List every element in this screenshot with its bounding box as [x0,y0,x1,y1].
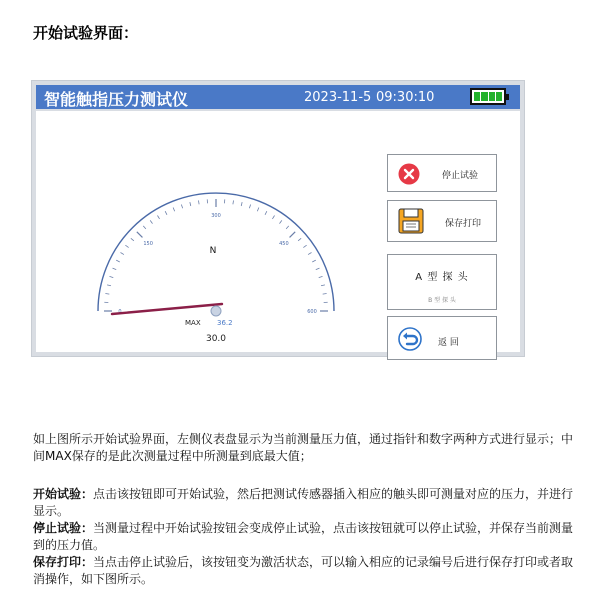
gauge-tick [190,202,191,206]
save-print-label: 保存打印 [445,219,482,229]
term-stop-test: 停止试验： [33,521,94,535]
probe-b-label: B 型 探 头 [428,297,456,304]
gauge-tick [316,268,320,270]
gauge-tick [323,293,327,294]
gauge-unit: N [209,246,217,256]
gauge-tick [198,200,199,204]
gauge-tick [165,211,167,215]
item-save-print [33,554,583,588]
desc-stop-test: 当测量过程中开始试验按钮会变成停止试验，点击该按钮就可以停止试验，并保存当前测量到的压力值。 [33,521,574,552]
probe-type-button[interactable] [387,254,497,310]
main-panel [36,111,520,352]
gauge-tick [105,293,109,294]
intro-paragraph: 如上图所示开始试验界面，左侧仪表盘显示为当前测量压力值，通过指针和数字两种方式进行显示；中间MAX保存的是此次测量过程中所测量到底最大值； [33,432,574,463]
back-label: 返 回 [438,338,459,348]
gauge-value: 30.0 [205,334,227,344]
device-screenshot [31,80,525,357]
desc-start-test: 点击该按钮即可开始试验，然后把测试传感器插入相应的触头即可测量对应的压力，并进行显示。 [33,487,574,518]
gauge-tick [241,202,242,206]
stop-icon [398,163,420,185]
gauge-tick [308,252,311,254]
back-arrow-icon [398,327,422,351]
term-save-print: 保存打印： [33,555,94,569]
gauge-tick [257,208,259,212]
gauge-tick [121,252,124,254]
gauge-tick [137,232,143,238]
gauge-tick-label: 150 [143,241,153,248]
gauge-tick [303,245,306,247]
gauge-tick [131,238,134,241]
gauge-tick [279,220,281,223]
gauge-tick [109,276,113,277]
gauge-tick-label: 300 [211,213,221,219]
stop-test-label: 停止试验 [442,171,479,181]
time-text: 09:30:10 [376,90,435,105]
max-label: MAX [185,319,201,327]
max-value: 36.2 [217,319,233,327]
app-title: 智能触指压力测试仪 [44,90,189,109]
gauge-tick [157,216,159,219]
gauge-tick [272,216,274,219]
gauge-tick [290,232,296,238]
gauge-tick [125,245,128,247]
battery-icon [470,88,506,105]
term-start-test: 开始试验： [33,487,94,501]
gauge-tick [181,204,182,208]
gauge-tick-label: 0 [118,309,122,315]
item-start-test [33,486,583,520]
gauge-tick [173,208,175,212]
gauge-tick [116,260,120,262]
stop-test-button[interactable] [387,154,497,192]
desc-save-print: 当点击停止试验后，该按钮变为激活状态，可以输入相应的记录编号后进行保存打印或者取消操作，如下图所示。 [33,555,574,586]
gauge-tick [298,238,301,241]
probe-a-label: A 型 探 头 [415,272,469,283]
gauge-tick-label: 600 [307,309,317,315]
gauge-ticks [104,199,328,315]
title-bar [36,85,520,109]
save-print-button[interactable] [387,200,497,242]
gauge-tick [286,226,289,229]
gauge-tick [321,285,325,286]
gauge-tick [319,276,323,277]
back-button[interactable] [387,316,497,360]
gauge-tick [113,268,117,270]
gauge-tick [233,200,234,204]
gauge-tick [107,285,111,286]
gauge-tick-label: 450 [279,241,289,248]
gauge-tick [312,260,316,262]
item-stop-test [33,520,583,554]
date-text: 2023-11-5 [304,90,372,105]
gauge-needle [112,304,222,314]
gauge-tick [150,220,152,223]
floppy-disk-icon [398,208,424,234]
section-heading: 开始试验界面： [33,24,139,42]
gauge-tick [143,226,146,229]
gauge-tick [265,211,267,215]
gauge-tick [249,204,250,208]
gauge-hub [211,306,221,316]
